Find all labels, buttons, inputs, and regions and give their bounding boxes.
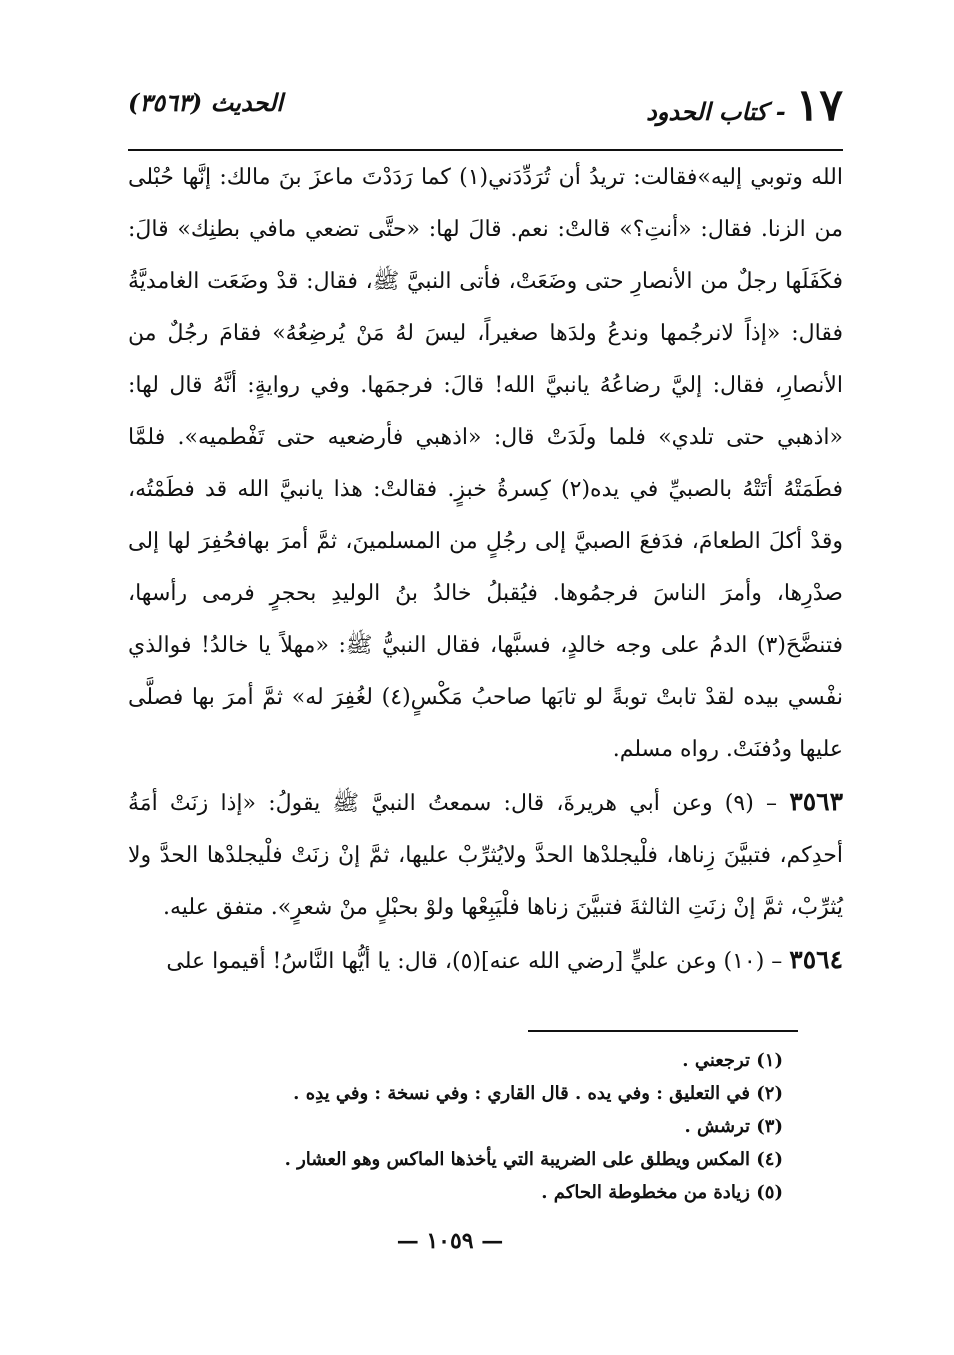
hadith-number: ٣٥٦٤ bbox=[789, 945, 843, 974]
page-header bbox=[128, 80, 843, 142]
paragraph-continuation: الله وتوبي إليه»فقالت: تريدُ أن تُرَدِّدَني(١) كما رَدَدْتَ ماعزَ بنَ مالك: إنَّها حُبْلى من الزنا. فقال: «أنتِ؟» قالتْ: نعم. قالَ لها: «حتَّى تضعي مافي بطنِك» قالَ: فكَفَلَها رجلٌ من الأنصارِ حتى وضَعَتْ، فأتى النبيَّ ﷺ، فقال: قدْ وضَعَت الغامديَّةُ فقال: «إذاً لانرجُمها وندعُ ولدَها صغيراً، ليسَ لهُ مَنْ يُرضِعُهُ» فقامَ رجُلٌ من الأنصارِ، فقال: إليَّ رضاعُهُ يانبيَّ الله! قالَ: فرجمَها. وفي روايةٍ: أنَّهُ قال لها: «اذهبي حتى تلدي» فلما ولَدَتْ قال: «اذهبي فأرضعيه حتى تَفْطميه». فلمَّا فطَمَتْهُ أتَتْهُ بالصبيِّ في يده(٢) كِسرةُ خبزٍ. فقالتْ: هذا يانبيَّ الله قد فطَمْتُه، وقدْ أكلَ الطعامَ، فدَفعَ الصبيَّ إلى رجُلٍ من المسلمينَ، ثمَّ أمرَ بهافحُفِرَ لها إلى صدْرِها، وأمرَ الناسَ فرجمُوها. فيُقبلُ خالدُ بنُ الوليدِ بحجرٍ فرمى رأسها، فتنضَّحَ(٣) الدمُ على وجه خالدٍ، فسبَّها، فقال النبيُّ ﷺ: «مهلاً يا خالدُ! فوالذي نفْسي بيده لقدْ تابتْ توبةً لو تابَها صاحبُ مَكْسٍ(٤) لغُفِرَ له» ثمَّ أمرَ بها فصلَّى عليها ودُفنَتْ. رواه مسلم. bbox=[128, 165, 843, 762]
hadith-3564 bbox=[128, 934, 843, 988]
footnote-1: (١) ترجعني . bbox=[682, 1050, 783, 1071]
chapter-number: ١٧ bbox=[795, 80, 843, 131]
footnote-3: (٣) ترشش . bbox=[684, 1116, 783, 1137]
hadith-text: – (٩) وعن أبي هريرةَ، قال: سمعتُ النبيَّ ﷺ يقولُ: «إذا زنَتْ أمَةُ أحدِكم، فتبيَّنَ زِناها، فلْيجلدْها الحدَّ ولايُثرِّبْ عليها، ثمَّ إنْ زنَتْ فلْيجلدْها الحدَّ ولا يُثرِّبْ، ثمَّ إنْ زنَتِ الثالثةَ فتبيَّنَ زناها فلْيَبِعْها ولوْ بحبْلٍ منْ شعرٍ». متفق عليه. bbox=[128, 791, 843, 920]
hadith-3563 bbox=[128, 776, 843, 934]
hadith-number: ٣٥٦٣ bbox=[789, 787, 844, 816]
footnote-2: (٢) في التعليق : وفي يده . قال القاري : وفي نسخة : وفي يدِه . bbox=[293, 1083, 783, 1104]
hadith-text: – (١٠) وعن عليٍّ [رضي الله عنه](٥)، قال: يا أيُّها النَّاسُ! أقيموا على bbox=[166, 949, 783, 974]
header-rule bbox=[128, 149, 843, 151]
main-text bbox=[128, 152, 843, 988]
footnote-5: (٥) زيادة من مخطوطة الحاكم . bbox=[541, 1182, 783, 1203]
chapter-heading bbox=[646, 80, 843, 131]
footnote-4: (٤) المكس ويطلق على الضريبة التي يأخذها الماكس وهو العشار . bbox=[284, 1149, 783, 1170]
chapter-title: - كتاب الحدود bbox=[646, 97, 786, 126]
hadith-reference: الحديث (٣٥٦٣) bbox=[128, 88, 283, 117]
footnotes bbox=[128, 1044, 783, 1209]
page-number: — ١٠٥٩ — bbox=[396, 1228, 504, 1254]
footnote-rule bbox=[528, 1030, 798, 1032]
